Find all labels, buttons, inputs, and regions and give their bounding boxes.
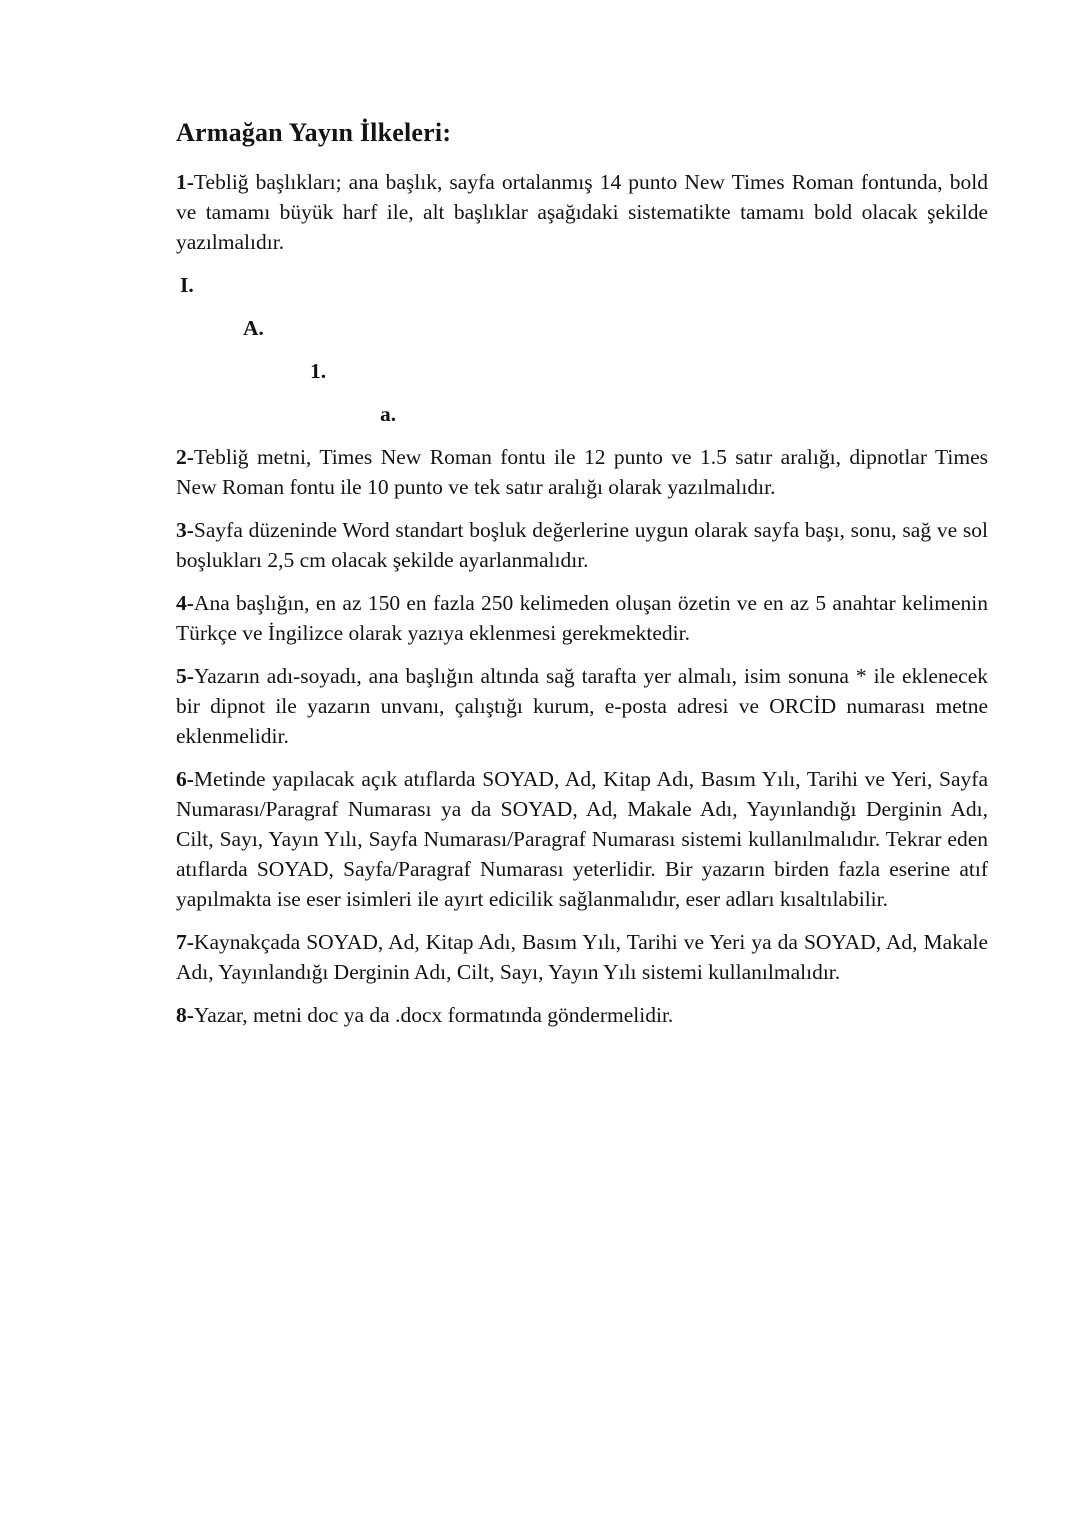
rule-paragraph-3	[176, 515, 988, 575]
outline-item-level-4	[176, 399, 988, 429]
rule-number-8: 8-	[176, 1002, 194, 1027]
rule-paragraph-4	[176, 588, 988, 648]
rule-number-1: 1-	[176, 169, 194, 194]
rule-number-5: 5-	[176, 663, 194, 688]
rule-number-4: 4-	[176, 590, 194, 615]
rule-number-3: 3-	[176, 517, 194, 542]
rule-paragraph-2	[176, 442, 988, 502]
rule-paragraph-8	[176, 1000, 988, 1030]
rule-text-1: Tebliğ başlıkları; ana başlık, sayfa ortalanmış 14 punto New Times Roman fontunda, bold ve tamamı büyük harf ile, alt başlıklar aşağıdaki sistematikte tamamı bold olacak şekilde yazılmalıdır.	[176, 169, 988, 254]
outline-item-level-3	[176, 356, 988, 386]
rule-text-7: Kaynakçada SOYAD, Ad, Kitap Adı, Basım Yılı, Tarihi ve Yeri ya da SOYAD, Ad, Makale Adı, Yayınlandığı Derginin Adı, Cilt, Sayı, Yayın Yılı sistemi kullanılmalıdır.	[176, 929, 988, 984]
outline-label: I.	[180, 272, 194, 297]
outline-item-level-2	[176, 313, 988, 343]
rule-text-5: Yazarın adı-soyadı, ana başlığın altında sağ tarafta yer almalı, isim sonuna * ile eklenecek bir dipnot ile yazarın unvanı, çalıştığı kurum, e-posta adresi ve ORCİD numarası metne eklenmelidir.	[176, 663, 988, 748]
rule-text-8: Yazar, metni doc ya da .docx formatında göndermelidir.	[193, 1002, 674, 1027]
outline-item-level-1	[176, 270, 988, 300]
rule-paragraph-5	[176, 661, 988, 751]
rule-paragraph-6	[176, 764, 988, 914]
outline-label: a.	[380, 401, 397, 426]
rule-paragraph-7	[176, 927, 988, 987]
rule-paragraph-1	[176, 167, 988, 257]
outline-label: 1.	[310, 358, 327, 383]
rule-number-7: 7-	[176, 929, 194, 954]
rule-number-2: 2-	[176, 444, 194, 469]
outline-label: A.	[243, 315, 264, 340]
rule-text-4: Ana başlığın, en az 150 en fazla 250 kelimeden oluşan özetin ve en az 5 anahtar kelimenin Türkçe ve İngilizce olarak yazıya eklenmesi gerekmektedir.	[176, 590, 988, 645]
rule-number-6: 6-	[176, 766, 194, 791]
rule-text-3: Sayfa düzeninde Word standart boşluk değerlerine uygun olarak sayfa başı, sonu, sağ ve sol boşlukları 2,5 cm olacak şekilde ayarlanmalıdır.	[176, 517, 988, 572]
page-title: Armağan Yayın İlkeleri:	[176, 118, 452, 147]
rule-text-2: Tebliğ metni, Times New Roman fontu ile 12 punto ve 1.5 satır aralığı, dipnotlar Times New Roman fontu ile 10 punto ve tek satır aralığı olarak yazılmalıdır.	[176, 444, 988, 499]
rule-text-6: Metinde yapılacak açık atıflarda SOYAD, Ad, Kitap Adı, Basım Yılı, Tarihi ve Yeri, Sayfa Numarası/Paragraf Numarası ya da SOYAD, Ad, Makale Adı, Yayınlandığı Derginin Adı, Cilt, Sayı, Yayın Yılı, Sayfa Numarası/Paragraf Numarası sistemi kullanılmalıdır. Tekrar eden atıflarda SOYAD, Sayfa/Paragraf Numarası yeterlidir. Bir yazarın birden fazla eserine atıf yapılmakta ise eser isimleri ile ayırt edicilik sağlanmalıdır, eser adları kısaltılabilir.	[176, 766, 988, 911]
